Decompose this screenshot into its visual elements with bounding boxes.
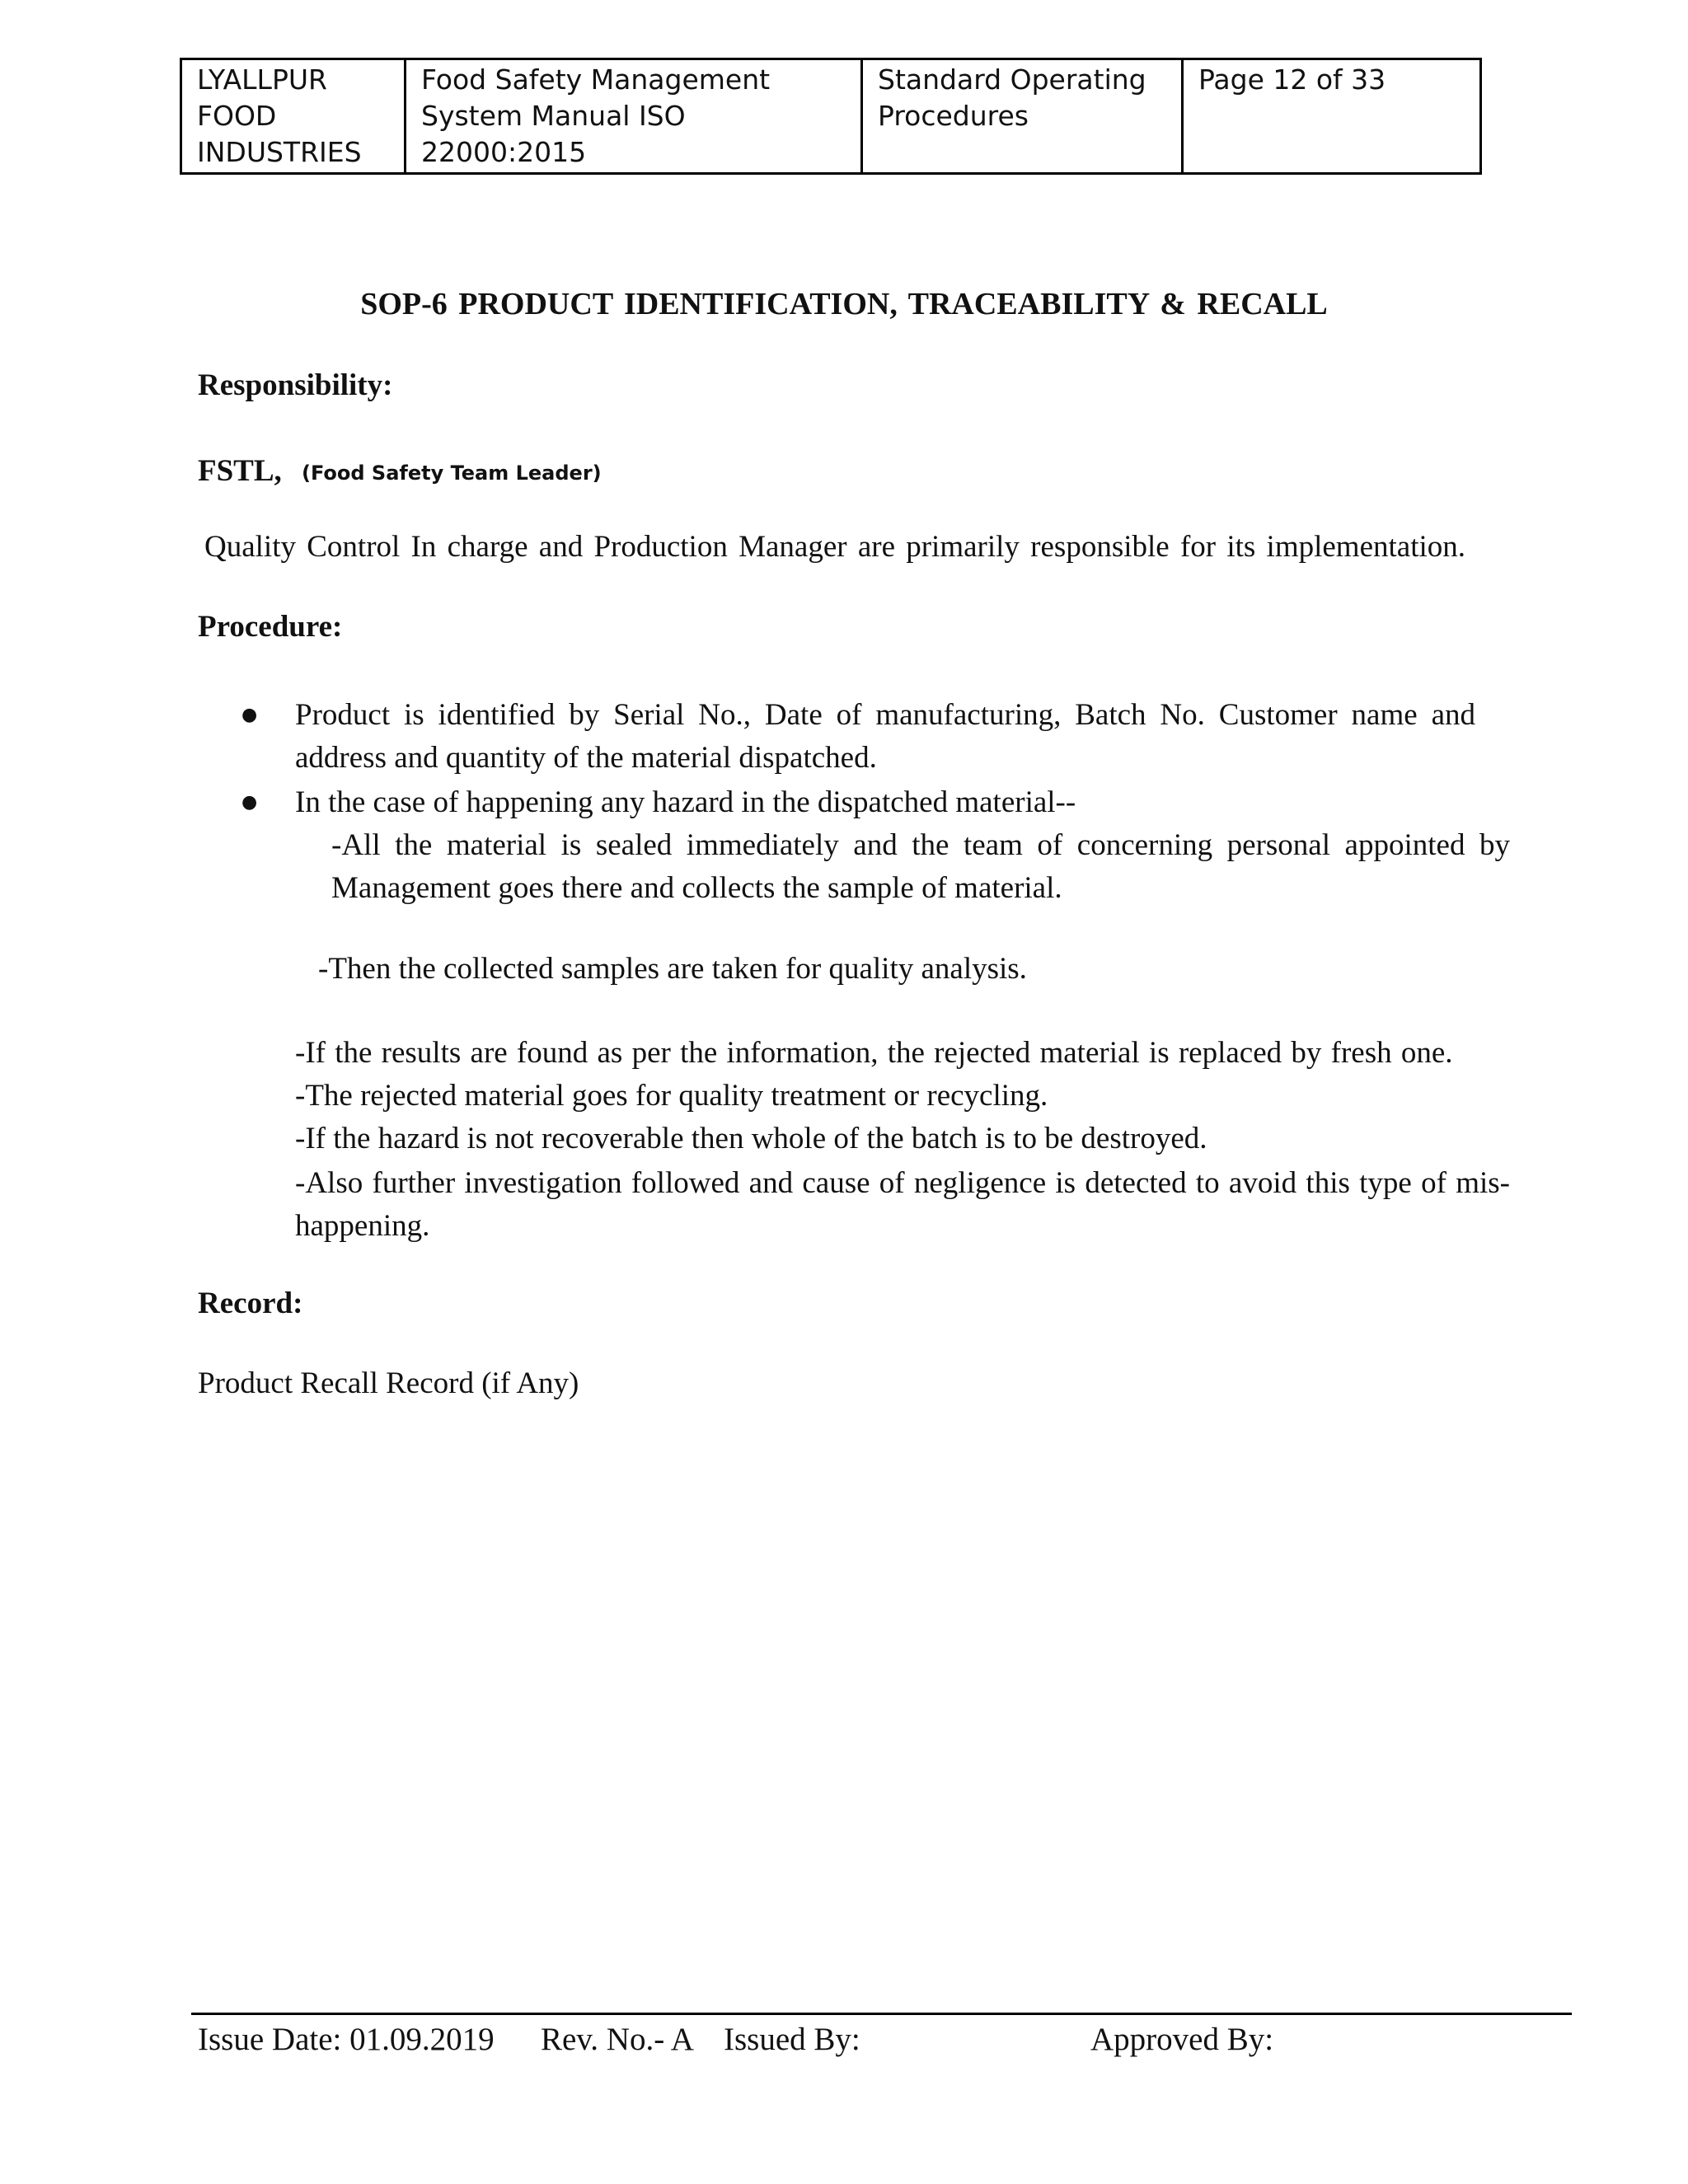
header-manual: Food Safety Management System Manual ISO 22000:2015 [406, 59, 862, 174]
list-item: Product is identified by Serial No., Date of manufacturing, Batch No. Customer name and address and quantity of the material dispatched. [295, 698, 1475, 775]
record-heading: Record: [198, 1286, 303, 1320]
responsibility-text: Quality Control In charge and Production Manager are primarily responsible for its implementation. [204, 530, 1466, 564]
list-item: In the case of happening any hazard in the dispatched material-- [295, 785, 1076, 819]
footer-rule [191, 2013, 1572, 2015]
record-text: Product Recall Record (if Any) [198, 1366, 579, 1400]
footer-issue-date: Issue Date: 01.09.2019 [198, 2022, 495, 2057]
bullet-icon: ● [241, 792, 258, 813]
header-page-number: Page 12 of 33 [1183, 59, 1481, 174]
footer-issued-by: Issued By: [724, 2022, 860, 2057]
procedure-step-replaced: -If the results are found as per the information, the rejected material is replaced by fresh one. [295, 1036, 1453, 1070]
responsibility-heading: Responsibility: [198, 368, 393, 402]
procedure-step-destroyed: -If the hazard is not recoverable then whole of the batch is to be destroyed. [295, 1122, 1207, 1155]
procedure-step-sealed: -All the material is sealed immediately and the team of concerning personal appointed by Management goes there and collects the sample of material. [331, 828, 1510, 905]
procedure-step-treatment: -The rejected material goes for quality treatment or recycling. [295, 1079, 1048, 1113]
fstl-label: FSTL, [198, 454, 282, 488]
procedure-step-samples: -Then the collected samples are taken for quality analysis. [318, 952, 1027, 986]
footer-approved-by: Approved By: [1090, 2022, 1274, 2057]
fstl-note: (Food Safety Team Leader) [302, 462, 602, 485]
header-section: Standard Operating Procedures [862, 59, 1183, 174]
document-title: SOP-6 PRODUCT IDENTIFICATION, TRACEABILITY & RECALL [360, 287, 1328, 321]
footer-rev-no: Rev. No.- A [541, 2022, 694, 2057]
bullet-icon: ● [241, 705, 258, 725]
header-company: LYALLPUR FOOD INDUSTRIES [181, 59, 406, 174]
procedure-step-investigation: -Also further investigation followed and cause of negligence is detected to avoid this type of mis- happening. [295, 1166, 1510, 1243]
header-table [180, 58, 1482, 175]
procedure-heading: Procedure: [198, 610, 343, 644]
